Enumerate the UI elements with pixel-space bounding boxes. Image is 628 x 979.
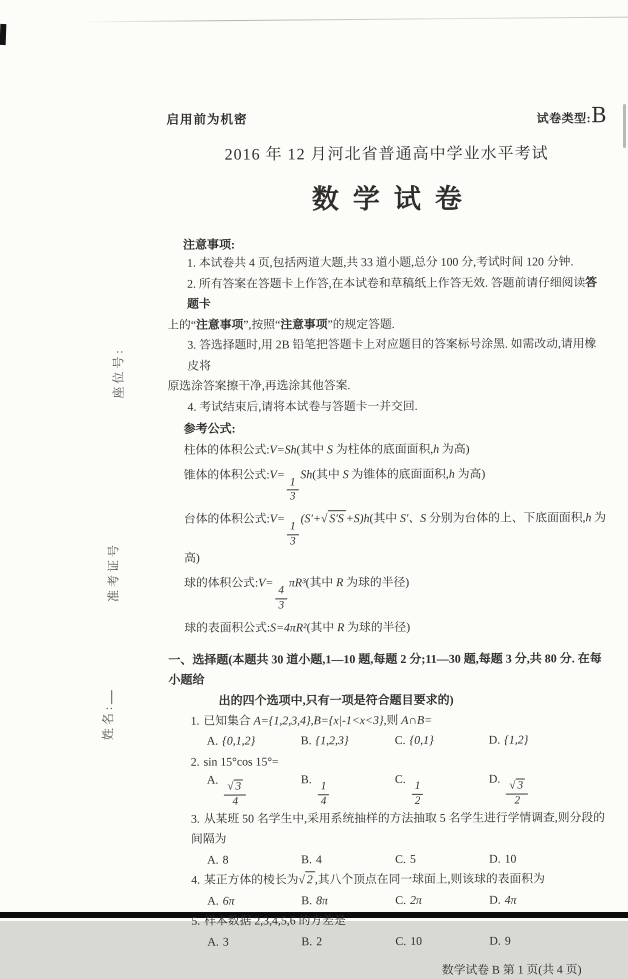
math-segment: 4π [504, 892, 517, 907]
math-segment: {1,2,3} [315, 733, 349, 748]
seat-number-label [110, 347, 127, 398]
question-option [301, 733, 395, 748]
fraction-numerator [275, 586, 287, 600]
admission-ticket-label [105, 542, 122, 602]
text-segment: 某正方体的棱长为 [204, 872, 299, 888]
scan-edge-smudge [623, 104, 626, 148]
math-segment: V=Sh [269, 442, 297, 457]
numerator-value: 1 [320, 780, 327, 793]
formula-line [184, 463, 608, 504]
text-segment: 2. 所有答案在答题卡上作答,在本试卷和草稿纸上作答无效. 答题前请仔细阅读 [187, 274, 586, 291]
math-segment: A={1,2,3,4},B={x|-1<x<3} [253, 713, 384, 728]
question-option [207, 852, 301, 867]
paper-type-label: 试卷类型: [536, 111, 592, 126]
text-segment: 分别为台体的上、下底面面积, [426, 510, 586, 526]
option-label: A. [207, 934, 219, 949]
notice-line [167, 333, 607, 376]
radical [298, 872, 314, 887]
text-segment: 8 [222, 852, 229, 867]
math-segment: {1,2} [504, 732, 529, 748]
text-segment: 已知集合 [203, 713, 254, 728]
option-label: C. [395, 851, 406, 866]
question-stem [169, 750, 609, 772]
numerator-value: 1 [289, 520, 296, 533]
paper-type-value: B [591, 103, 607, 128]
option-label: B. [301, 933, 313, 948]
paper-title: 数学试卷 [311, 183, 476, 215]
text-segment: (其中 [369, 511, 401, 526]
question-number: 3. [190, 811, 200, 826]
notice-line [167, 374, 607, 396]
admission-ticket-text: 准考证号 [106, 541, 121, 603]
math-segment: V= [269, 511, 285, 526]
notice-heading: 注意事项: [182, 237, 235, 252]
question-list [169, 709, 610, 952]
text-segment: (其中 [312, 467, 343, 482]
option-label: C. [395, 933, 407, 948]
scan-streak-line [82, 17, 628, 23]
notice-line [167, 395, 607, 417]
text-segment: (其中 [306, 619, 338, 634]
text-segment: 为球的半径) [344, 619, 411, 634]
text-segment: (其中 [296, 442, 328, 457]
denominator-value: 3 [278, 599, 285, 612]
math-segment: S=4πR² [270, 619, 307, 635]
math-segment: {0,1} [409, 733, 434, 748]
fraction [318, 782, 330, 809]
radical-sign: √ [320, 511, 328, 526]
question-option [301, 893, 395, 908]
page-content [166, 103, 609, 979]
math-segment: A∩B= [401, 713, 433, 728]
text-segment: 球的表面积公式: [184, 620, 271, 635]
radical-body: 3 [515, 779, 525, 792]
question [169, 869, 609, 912]
math-segment: 2π [410, 892, 422, 907]
fraction [287, 477, 299, 504]
math-segment: {0,1,2} [222, 733, 256, 748]
text-segment: 柱体的体积公式: [183, 442, 270, 457]
question-options [169, 889, 609, 911]
numerator-value: 1 [289, 476, 296, 489]
math-segment: Sh [300, 467, 313, 482]
notice-line [167, 272, 607, 315]
radical-sign: √ [509, 779, 516, 792]
math-segment: h [433, 441, 440, 456]
option-label: A. [207, 852, 219, 867]
question-option [395, 771, 489, 808]
option-label: B. [301, 851, 312, 866]
text-segment: 从某班 50 名学生中,采用系统抽样的方法抽取 5 名学生进行学情调查,则分段的间隔为 [191, 810, 605, 847]
radical [509, 779, 525, 792]
option-label: B. [300, 733, 312, 748]
question-option [207, 734, 301, 749]
question-stem [169, 869, 609, 891]
radical [227, 780, 243, 793]
question [169, 709, 609, 752]
bold-text-segment: 答题卡 [187, 274, 598, 311]
question-stem [169, 910, 609, 932]
option-label: A. [207, 893, 219, 908]
text-segment: (其中 [305, 575, 337, 590]
text-segment: ,其八个顶点在同一球面上,则该球的表面积为 [314, 871, 545, 887]
math-segment: R [336, 575, 344, 590]
formula-line [184, 438, 608, 459]
option-label: A. [206, 734, 219, 749]
numerator-value: 1 [414, 780, 421, 793]
text-segment: 为锥体的底面面积, [348, 466, 449, 482]
text-segment: 4. 考试结束后,请将本试卷与答题卡一并交回. [187, 398, 418, 414]
question-number: 2. [190, 754, 200, 769]
question-stem [169, 807, 609, 850]
notice-line [167, 313, 607, 335]
fraction [506, 781, 528, 808]
radical-body: 2 [305, 872, 315, 887]
question [169, 750, 609, 808]
question-number: 5. [191, 914, 201, 929]
question-options [169, 730, 609, 752]
notice-list [167, 251, 608, 417]
student-name-text: 姓名: [100, 703, 115, 741]
option-label: B. [300, 771, 312, 786]
question-options [169, 771, 609, 809]
fraction-numerator [506, 781, 528, 795]
question-option [207, 934, 301, 949]
question-options [169, 930, 609, 952]
text-segment: 球的体积公式: [184, 575, 259, 591]
text-segment: ”,按照“ [243, 316, 281, 332]
question-options [169, 848, 609, 870]
radical-body: 3 [233, 780, 243, 793]
math-segment: πR³ [288, 575, 306, 590]
question-option [395, 851, 489, 866]
question-option [489, 851, 516, 866]
option-label: C. [394, 771, 406, 786]
fraction-denominator [290, 491, 296, 504]
question-option [207, 772, 301, 809]
page-footer: 数学试卷 B 第 1 页(共 4 页) [441, 962, 582, 978]
question-number: 1. [190, 713, 200, 728]
fraction-numerator [287, 477, 299, 491]
question-option [489, 733, 529, 748]
option-label: C. [394, 733, 406, 748]
exam-session-title: 2016 年 12 月河北省普通高中学业水平考试 [224, 145, 549, 164]
math-segment: V= [258, 575, 274, 590]
fraction [412, 781, 424, 808]
denominator-value: 4 [232, 795, 239, 808]
question-number: 4. [191, 873, 201, 888]
question [169, 807, 609, 870]
question-option [301, 772, 395, 809]
option-label: D. [489, 892, 501, 907]
text-segment: 锥体的体积公式: [183, 467, 270, 482]
text-segment: 为高) [184, 510, 607, 566]
denominator-value: 2 [514, 794, 521, 807]
bold-text-segment: 注意事项 [280, 316, 328, 331]
option-label: A. [206, 772, 219, 787]
math-segment: S [342, 467, 349, 482]
option-label: D. [489, 851, 501, 866]
student-name-label [98, 690, 116, 740]
fraction [275, 586, 287, 613]
text-segment: 为高) [439, 441, 470, 456]
text-segment: 为球的半径) [343, 575, 410, 590]
math-segment: (S′+ [300, 511, 321, 526]
text-segment: 9 [504, 933, 511, 948]
option-label: D. [488, 771, 501, 786]
fraction-denominator [232, 796, 238, 809]
fraction-numerator [224, 782, 246, 796]
fraction [287, 521, 299, 548]
text-segment: 上的“ [167, 317, 197, 332]
fraction-denominator [290, 535, 296, 548]
denominator-value: 3 [289, 490, 296, 503]
text-segment: 10 [504, 851, 517, 866]
math-segment: R [337, 619, 345, 634]
text-segment: 台体的体积公式: [183, 511, 270, 526]
text-segment: 为高) [454, 466, 486, 481]
text-segment: 10 [410, 933, 423, 948]
math-segment: +S)h [345, 511, 370, 526]
text-segment: ,则 [383, 713, 402, 728]
fraction-numerator [287, 521, 299, 535]
fraction-numerator [318, 782, 330, 796]
math-segment: V= [269, 467, 285, 482]
fraction-denominator [321, 795, 327, 808]
fraction-denominator [415, 795, 421, 808]
radical-sign: √ [298, 872, 305, 887]
seat-number-text: 座位号: [111, 347, 126, 399]
question-option [395, 892, 489, 907]
math-segment: S [326, 442, 333, 457]
radical [321, 510, 346, 525]
section-heading-line1: 一、选择题(本题共 30 道小题,1—10 题,每题 2 分;11—30 题,每题 3 分,共 80 分. 在每小题给 [168, 650, 602, 687]
math-segment: S′、S [399, 511, 427, 526]
section-heading-line2: 出的四个选项中,只有一项是符合题目要求的) [218, 692, 454, 708]
text-segment: 为柱体的底面面积, [332, 441, 434, 457]
formula-heading: 参考公式: [183, 421, 236, 436]
math-segment: h [448, 466, 455, 481]
denominator-value: 4 [320, 795, 327, 808]
question-option [489, 771, 530, 807]
question [169, 910, 609, 953]
fraction-denominator [278, 599, 284, 612]
text-segment: sin 15°cos 15°= [203, 754, 279, 769]
question-stem [169, 709, 609, 731]
question-option [395, 933, 489, 948]
formula-list [168, 438, 609, 637]
math-segment: h [585, 510, 592, 525]
option-label: C. [395, 892, 407, 907]
fraction-numerator [412, 781, 424, 795]
name-blank-line [98, 690, 112, 704]
fraction [224, 782, 246, 809]
radical-sign: √ [227, 780, 234, 793]
header-row [166, 103, 606, 129]
text-segment: 5 [409, 851, 416, 866]
fraction-denominator [514, 795, 520, 808]
question-option [395, 733, 489, 748]
secrecy-notice: 启用前为机密 [166, 112, 248, 127]
text-segment: 3 [222, 934, 229, 949]
formula-line [184, 507, 608, 568]
option-label: B. [301, 892, 313, 907]
question-option [301, 852, 395, 867]
question-option [489, 892, 516, 907]
paper-type [537, 103, 607, 127]
text-segment: 原选涂答案擦干净,再选涂其他答案. [167, 378, 351, 393]
question-option [489, 933, 510, 948]
text-segment: 4 [315, 851, 322, 866]
notice-line [167, 251, 607, 273]
scan-corner-mark [0, 24, 6, 45]
denominator-value: 3 [290, 535, 296, 548]
math-segment: 8π [316, 892, 328, 907]
option-label: D. [489, 933, 501, 948]
question-option [301, 934, 395, 949]
text-segment: 1. 本试卷共 4 页,包括两道大题,共 33 道小题,总分 100 分,考试时间 120 分钟. [187, 254, 574, 270]
radical-body: S′S [327, 510, 345, 525]
denominator-value: 2 [414, 795, 421, 808]
question-option [207, 893, 301, 908]
text-segment: 2 [316, 933, 323, 948]
text-segment: 3. 答选择题时,用 2B 铅笔把答题卡上对应题目的答案标号涂黑. 如需改动,请用橡皮将 [187, 336, 597, 373]
formula-line [184, 572, 608, 613]
section-heading [168, 648, 608, 711]
option-label: D. [488, 733, 501, 748]
text-segment: ”的规定答题. [327, 316, 395, 331]
formula-line [184, 616, 608, 637]
bold-text-segment: 注意事项 [196, 317, 244, 332]
numerator-value: 4 [278, 584, 285, 597]
math-segment: 6π [222, 893, 235, 908]
text-segment: 样本数据 2,3,4,5,6 的方差是 [204, 913, 346, 929]
